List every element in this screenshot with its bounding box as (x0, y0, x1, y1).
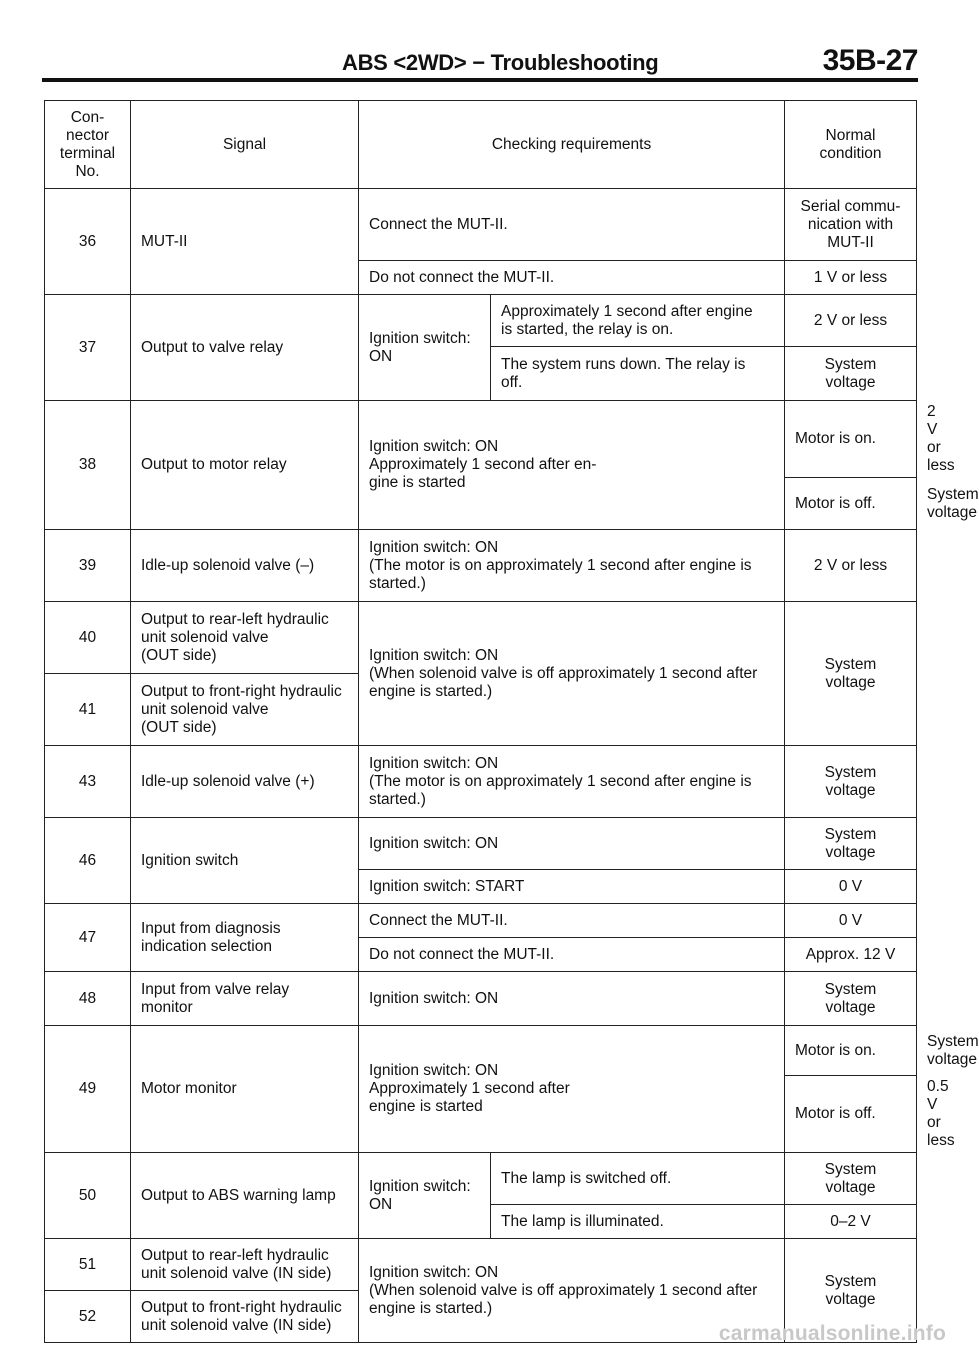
table-header-row (45, 101, 917, 189)
requirement-cell: Motor is on. (785, 1026, 917, 1076)
terminal-no: 36 (45, 189, 131, 295)
table-row: Motor is off. System voltage (45, 478, 917, 530)
terminal-no: 52 (45, 1291, 131, 1343)
requirement-cell: The lamp is illuminated. (491, 1205, 785, 1239)
terminal-no: 38 (45, 401, 131, 530)
table-row: 38 Output to motor relay Ignition switch: ON Approximately 1 second after en- gine is started Motor is on. 2 V or less (45, 401, 917, 478)
table-row (45, 1239, 917, 1291)
terminal-check-table (44, 100, 979, 1343)
normal-cell: System voltage (785, 746, 917, 818)
header-requirements: Checking requirements (359, 101, 785, 189)
normal-cell: 1 V or less (785, 261, 917, 295)
requirement-cell: Do not connect the MUT-II. (359, 938, 785, 972)
table-row: Motor is off. 0.5 V or less (45, 1076, 917, 1153)
header-terminal: Con- nector terminal No. (45, 101, 131, 189)
signal-cell: Output to ABS warning lamp (131, 1153, 359, 1239)
requirement-cell: Ignition switch: ON (When solenoid valve is off approximately 1 second after engine is started.) (359, 602, 785, 746)
requirement-cell: Approximately 1 second after engine is started, the relay is on. (491, 295, 785, 347)
terminal-no: 49 (45, 1026, 131, 1153)
terminal-no: 48 (45, 972, 131, 1026)
normal-cell: Approx. 12 V (785, 938, 917, 972)
signal-cell: Idle-up solenoid valve (–) (131, 530, 359, 602)
table-row: 49 Motor monitor Ignition switch: ON Approximately 1 second after engine is started Motor is on. System voltage (45, 1026, 917, 1076)
table-row (45, 189, 917, 261)
condition-cell: Ignition switch: ON Approximately 1 second after en- gine is started (359, 401, 785, 530)
requirement-cell: The system runs down. The relay is off. (491, 347, 785, 401)
condition-cell: Ignition switch: ON Approximately 1 second after engine is started (359, 1026, 785, 1153)
normal-cell: System voltage (785, 1153, 917, 1205)
terminal-no: 40 (45, 602, 131, 674)
signal-cell: Output to front-right hydraulic unit solenoid valve (OUT side) (131, 674, 359, 746)
terminal-no: 43 (45, 746, 131, 818)
normal-cell: System voltage (785, 818, 917, 870)
requirement-cell: Ignition switch: ON (The motor is on approximately 1 second after engine is started.) (359, 746, 785, 818)
requirement-cell: Ignition switch: ON (When solenoid valve is off approximately 1 second after engine is started.) (359, 1239, 785, 1343)
signal-cell: Output to rear-left hydraulic unit solenoid valve (OUT side) (131, 602, 359, 674)
terminal-no: 37 (45, 295, 131, 401)
requirement-cell: Do not connect the MUT-II. (359, 261, 785, 295)
signal-cell: Idle-up solenoid valve (+) (131, 746, 359, 818)
signal-cell: Output to motor relay (131, 401, 359, 530)
table-row (45, 295, 917, 347)
normal-cell: 2 V or less (785, 295, 917, 347)
table-row (45, 818, 917, 870)
terminal-no: 39 (45, 530, 131, 602)
header-normal: Normal condition (785, 101, 917, 189)
terminal-no: 41 (45, 674, 131, 746)
watermark: carmanualsonline.info (718, 1322, 946, 1345)
table-row (45, 972, 917, 1026)
requirement-cell: Connect the MUT-II. (359, 189, 785, 261)
requirement-cell: Connect the MUT-II. (359, 904, 785, 938)
page-number: 35B-27 (822, 44, 918, 77)
signal-cell: Output to rear-left hydraulic unit solenoid valve (IN side) (131, 1239, 359, 1291)
requirement-cell: The lamp is switched off. (491, 1153, 785, 1205)
requirement-cell: Ignition switch: START (359, 870, 785, 904)
requirement-cell: Motor is off. (785, 1076, 917, 1153)
terminal-no: 47 (45, 904, 131, 972)
signal-cell: Ignition switch (131, 818, 359, 904)
signal-cell: Input from diagnosis indication selection (131, 904, 359, 972)
normal-cell: System voltage (785, 1239, 917, 1343)
condition-cell: Ignition switch: ON (359, 1153, 491, 1239)
normal-cell: Serial commu- nication with MUT-II (785, 189, 917, 261)
normal-cell: 0–2 V (785, 1205, 917, 1239)
table-row (45, 1153, 917, 1205)
page-title: ABS <2WD> − Troubleshooting (342, 50, 659, 75)
requirement-cell: Ignition switch: ON (359, 818, 785, 870)
table-row (45, 530, 917, 602)
requirement-cell: Ignition switch: ON (359, 972, 785, 1026)
condition-cell: Ignition switch: ON (359, 295, 491, 401)
requirement-cell: Motor is off. (785, 478, 917, 530)
terminal-no: 46 (45, 818, 131, 904)
table-row (45, 602, 917, 674)
normal-cell: 0 V (785, 870, 917, 904)
header-signal: Signal (131, 101, 359, 189)
normal-cell: 2 V or less (785, 530, 917, 602)
signal-cell: Motor monitor (131, 1026, 359, 1153)
header-rule (42, 78, 918, 82)
signal-cell: Output to front-right hydraulic unit solenoid valve (IN side) (131, 1291, 359, 1343)
signal-cell: Output to valve relay (131, 295, 359, 401)
requirement-cell: Ignition switch: ON (The motor is on approximately 1 second after engine is started.) (359, 530, 785, 602)
signal-cell: MUT-II (131, 189, 359, 295)
normal-cell: 0 V (785, 904, 917, 938)
terminal-no: 51 (45, 1239, 131, 1291)
requirement-cell: Motor is on. (785, 401, 917, 478)
normal-cell: System voltage (785, 602, 917, 746)
normal-cell: System voltage (785, 347, 917, 401)
terminal-no: 50 (45, 1153, 131, 1239)
table-row (45, 904, 917, 938)
signal-cell: Input from valve relay monitor (131, 972, 359, 1026)
page-header (42, 38, 918, 78)
table-row (45, 746, 917, 818)
normal-cell: System voltage (785, 972, 917, 1026)
